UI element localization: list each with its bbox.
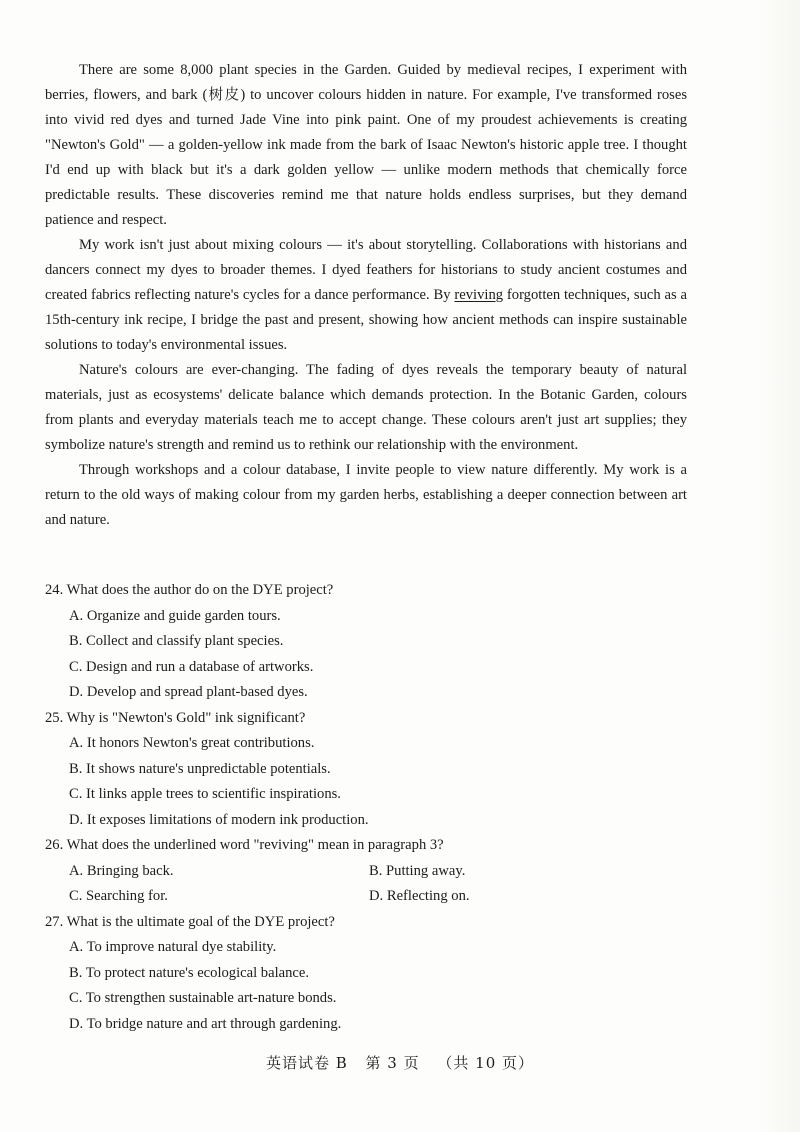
underlined-word-reviving: reviving (454, 287, 504, 303)
question-27-option-c: C. To strengthen sustainable art-nature bonds. (69, 990, 337, 1006)
question-25-option-a: A. It honors Newton's great contributions. (69, 735, 315, 751)
question-26-option-c: C. Searching for. (69, 888, 168, 904)
question-25-option-d: D. It exposes limitations of modern ink production. (69, 811, 369, 828)
question-list (45, 578, 687, 1037)
question-26-option-d: D. Reflecting on. (369, 888, 470, 904)
reading-passage (45, 58, 687, 533)
footer-paper-label: 英语试卷 B (265, 1054, 348, 1072)
question-25-stem: 25. Why is "Newton's Gold" ink significant? (45, 709, 306, 726)
paragraph-4: Through workshops and a colour database, I invite people to view nature differently. My work is a return to the old ways of making colour from my garden herbs, establishing a deeper connection between art and nature. (45, 462, 687, 528)
question-27-stem: 27. What is the ultimate goal of the DYE project? (45, 913, 335, 930)
paragraph-2-text-b: forgotten techniques, such as a 15th-century ink recipe, I bridge the past and present, showing how ancient methods can inspire sustainable solutions to today's environmental issues. (45, 287, 687, 353)
page-footer (0, 1052, 800, 1073)
question-26-stem: 26. What does the underlined word "reviving" mean in paragraph 3? (45, 837, 444, 853)
question-24-option-a: A. Organize and guide garden tours. (69, 607, 281, 624)
question-26-option-b: B. Putting away. (369, 862, 466, 879)
footer-total-pages: （共 10 页） (437, 1054, 535, 1072)
question-27-option-a: A. To improve natural dye stability. (69, 939, 277, 955)
question-27-option-b: B. To protect nature's ecological balance. (69, 964, 310, 981)
question-26-option-a: A. Bringing back. (69, 862, 174, 879)
paragraph-3: Nature's colours are ever-changing. The fading of dyes reveals the temporary beauty of natural materials, just as ecosystems' delicate balance which demands protection. In the Botanic Garden, colours from plants and everyday materials teach me to accept change. These colours aren't just art supplies; they symbolize nature's strength and remind us to rethink our relationship with the environment. (45, 362, 687, 453)
question-24-stem: 24. What does the author do on the DYE project? (45, 582, 334, 598)
question-25-option-c: C. It links apple trees to scientific inspirations. (69, 786, 341, 802)
paragraph-2-text-a: My work isn't just about mixing colours — it's about storytelling. Collaborations with historians and dancers connect my dyes to broader themes. I dyed feathers for historians to study ancient costumes and created fabrics reflecting nature's cycles for a dance performance. By (45, 237, 687, 303)
question-26-options-row-2 (45, 884, 687, 910)
question-24-option-d: D. Develop and spread plant-based dyes. (69, 684, 308, 700)
question-27-option-d: D. To bridge nature and art through gardening. (69, 1015, 342, 1032)
footer-page-number: 第 3 页 (365, 1054, 420, 1072)
question-24-option-b: B. Collect and classify plant species. (69, 633, 284, 649)
scan-edge-shading (760, 0, 800, 1132)
question-25-option-b: B. It shows nature's unpredictable potentials. (69, 760, 331, 777)
paragraph-2 (45, 233, 687, 358)
paragraph-1: There are some 8,000 plant species in the Garden. Guided by medieval recipes, I experiment with berries, flowers, and bark (树皮) to uncover colours hidden in nature. For example, I've transformed roses into vivid red dyes and turned Jade Vine into pink paint. One of my proudest achievements is creating "Newton's Gold" — a golden-yellow ink made from the bark of Isaac Newton's historic apple tree. I thought I'd end up with black but it's a dark golden yellow — unlike modern methods that chemically force predictable results. These discoveries remind me that nature holds endless surprises, but they demand patience and respect. (45, 62, 687, 228)
question-26-options-row-1 (45, 859, 687, 885)
question-24-option-c: C. Design and run a database of artworks. (69, 658, 314, 675)
